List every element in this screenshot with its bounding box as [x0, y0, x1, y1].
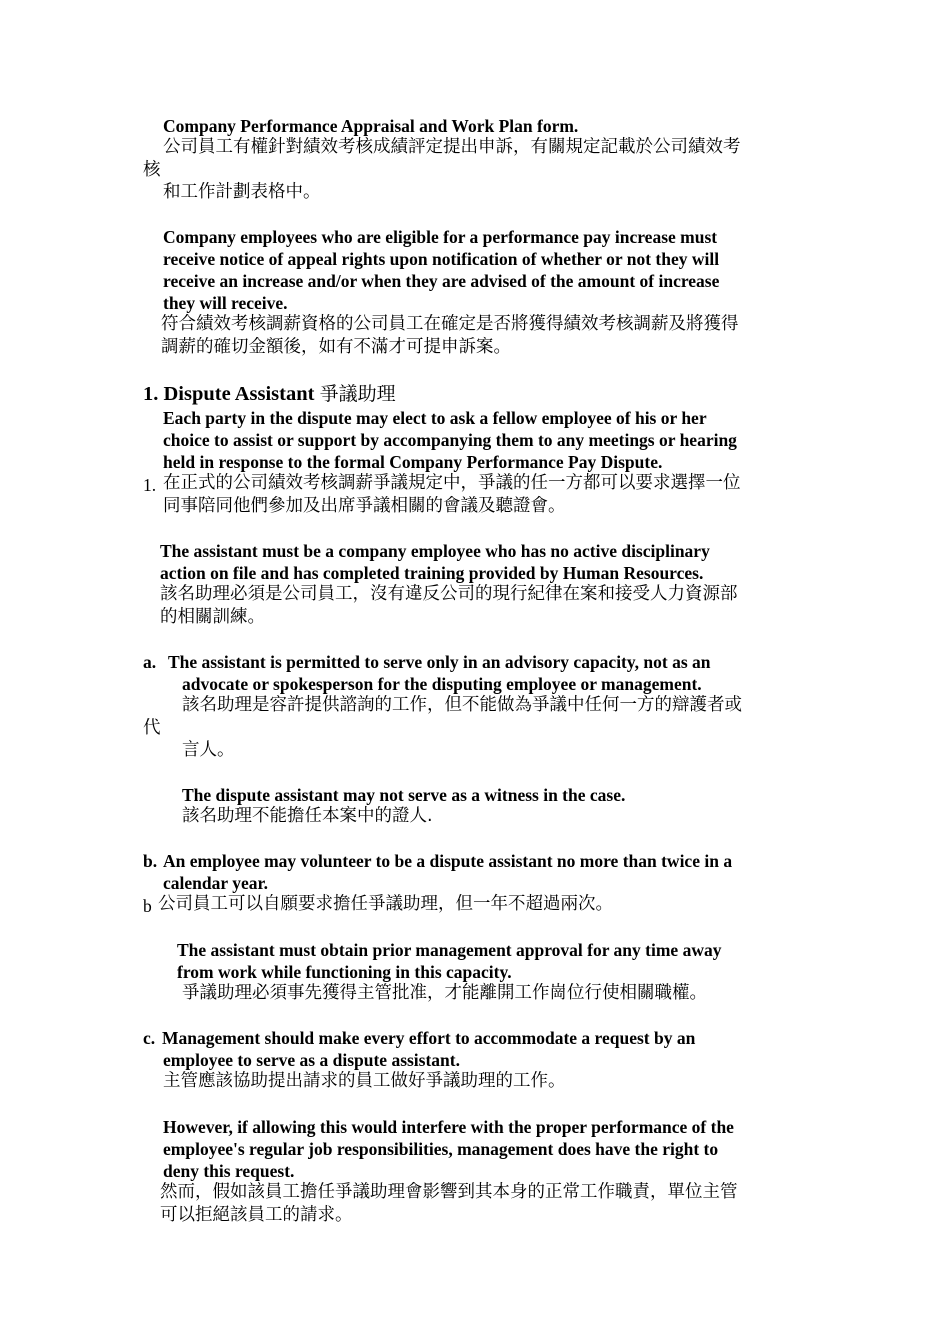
intro-en: Company Performance Appraisal and Work Plan form.: [163, 116, 579, 136]
intro-zh-line-2: 核: [143, 160, 161, 180]
intro-zh-line-3: 和工作計劃表格中。: [163, 182, 321, 202]
eligible-en-line: receive notice of appeal rights upon notification of whether or not they will: [163, 249, 720, 269]
item-a-marker: a.: [143, 652, 157, 672]
approval-zh: 爭議助理必須事先獲得主管批准，才能離開工作崗位行使相關職權。: [182, 983, 707, 1003]
party-zh-marker: 1.: [143, 475, 157, 495]
assistant-en-line: action on file and has completed training provided by Human Resources.: [160, 563, 704, 583]
item-a-en-line: The assistant is permitted to serve only in an advisory capacity, not as an: [168, 652, 711, 672]
intro-zh-line-1: 公司員工有權針對績效考核成績評定提出申訴，有關規定記載於公司績效考: [163, 137, 741, 157]
assistant-zh-line: 該名助理必須是公司員工，沒有違反公司的現行紀律在案和接受人力資源部: [160, 584, 738, 604]
approval-en-line: from work while functioning in this capacity.: [177, 962, 512, 982]
item-c-en-line: employee to serve as a dispute assistant.: [163, 1050, 460, 1070]
however-zh-line: 可以拒絕該員工的請求。: [160, 1205, 353, 1225]
item-c-marker: c.: [143, 1028, 156, 1048]
assistant-zh-line: 的相關訓練。: [160, 607, 265, 627]
witness-zh: 該名助理不能擔任本案中的證人.: [182, 806, 433, 826]
party-en-line: held in response to the formal Company Performance Pay Dispute.: [163, 452, 663, 472]
item-c-en-line: Management should make every effort to accommodate a request by an: [162, 1028, 696, 1048]
eligible-zh-line: 調薪的確切金額後，如有不滿才可提申訴案。: [161, 337, 511, 357]
item-b-zh: 公司員工可以自願要求擔任爭議助理，但一年不超過兩次。: [158, 894, 613, 914]
item-a-en-line: advocate or spokesperson for the disputing employee or management.: [182, 674, 702, 694]
eligible-en-line: receive an increase and/or when they are advised of the amount of increase: [163, 271, 720, 291]
item-b-en-line: calendar year.: [163, 873, 268, 893]
item-c-zh: 主管應該協助提出請求的員工做好爭議助理的工作。: [163, 1071, 566, 1091]
party-zh-line: 在正式的公司績效考核調薪爭議規定中，爭議的任一方都可以要求選擇一位: [163, 473, 741, 493]
however-en-line: employee's regular job responsibilities, management does have the right to: [163, 1139, 719, 1159]
item-b-en-line: An employee may volunteer to be a dispute assistant no more than twice in a: [163, 851, 733, 871]
however-en-line: However, if allowing this would interfere with the proper performance of the: [163, 1117, 734, 1137]
item-a-zh-line-2: 代: [143, 718, 161, 738]
party-en-line: Each party in the dispute may elect to ask a fellow employee of his or her: [163, 408, 707, 428]
item-b-marker: b.: [143, 851, 158, 871]
eligible-en-line: Company employees who are eligible for a performance pay increase must: [163, 227, 718, 247]
section-heading-en: 1. Dispute Assistant: [143, 383, 315, 405]
eligible-en-line: they will receive.: [163, 293, 288, 313]
party-zh-line: 同事陪同他們參加及出席爭議相關的會議及聽證會。: [163, 496, 566, 516]
however-en-line: deny this request.: [163, 1161, 295, 1181]
however-zh-line: 然而，假如該員工擔任爭議助理會影響到其本身的正常工作職責，單位主管: [160, 1182, 738, 1202]
party-en-line: choice to assist or support by accompanying them to any meetings or hearing: [163, 430, 737, 450]
item-a-zh-line-3: 言人。: [182, 740, 235, 760]
approval-en-line: The assistant must obtain prior management approval for any time away: [177, 940, 722, 960]
item-b-zh-marker: b: [143, 896, 152, 916]
assistant-en-line: The assistant must be a company employee who has no active disciplinary: [160, 541, 710, 561]
witness-en: The dispute assistant may not serve as a witness in the case.: [182, 785, 626, 805]
eligible-zh-line: 符合績效考核調薪資格的公司員工在確定是否將獲得績效考核調薪及將獲得: [161, 314, 739, 334]
item-a-zh-line-1: 該名助理是容許提供諮詢的工作，但不能做為爭議中任何一方的辯護者或: [182, 695, 742, 715]
section-heading-zh: 爭議助理: [319, 383, 396, 405]
section-heading: [143, 384, 396, 405]
